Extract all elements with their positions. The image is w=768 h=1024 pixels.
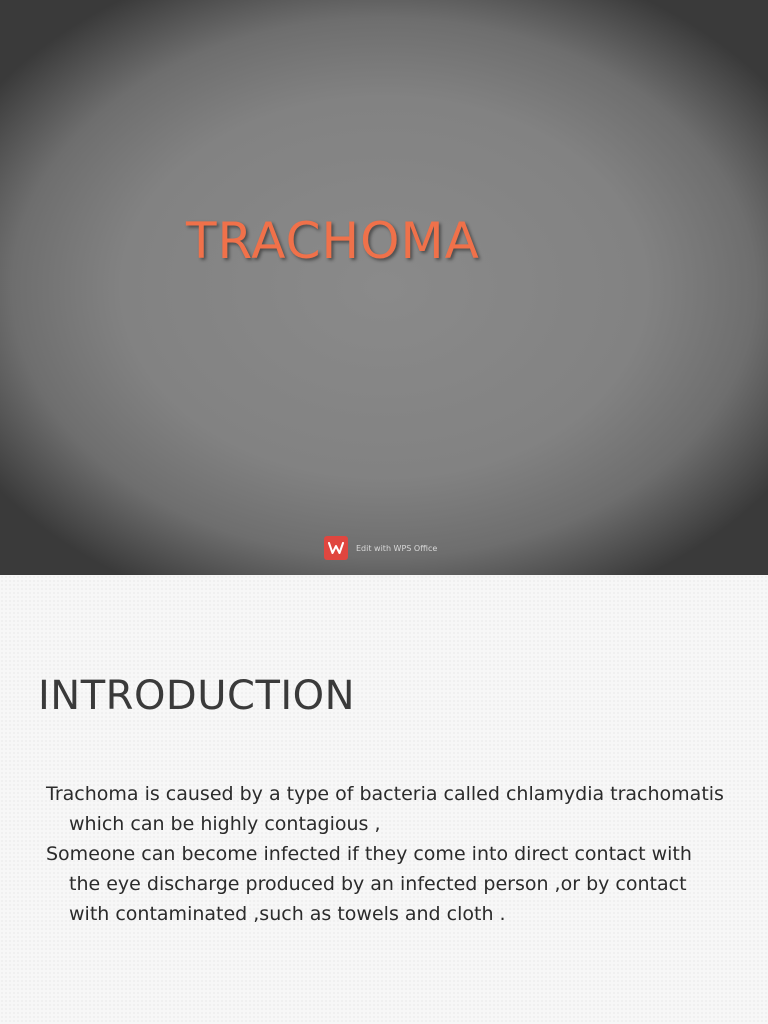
- wps-edit-badge[interactable]: [324, 536, 437, 560]
- bullet-item: Trachoma is caused by a type of bacteria called chlamydia trachomatis which can be highly contagious ,: [46, 783, 724, 835]
- introduction-bullet-list: [46, 779, 726, 929]
- slide-title: TRACHOMA: [186, 212, 480, 270]
- wps-edit-label: Edit with WPS Office: [356, 543, 438, 553]
- wps-office-icon: [324, 536, 348, 560]
- bullet-item: Someone can become infected if they come into direct contact with the eye discharge produced by an infected person ,or by contact with contaminated ,such as towels and cloth .: [46, 843, 692, 925]
- introduction-heading: INTRODUCTION: [38, 673, 356, 719]
- introduction-slide: [0, 575, 768, 1024]
